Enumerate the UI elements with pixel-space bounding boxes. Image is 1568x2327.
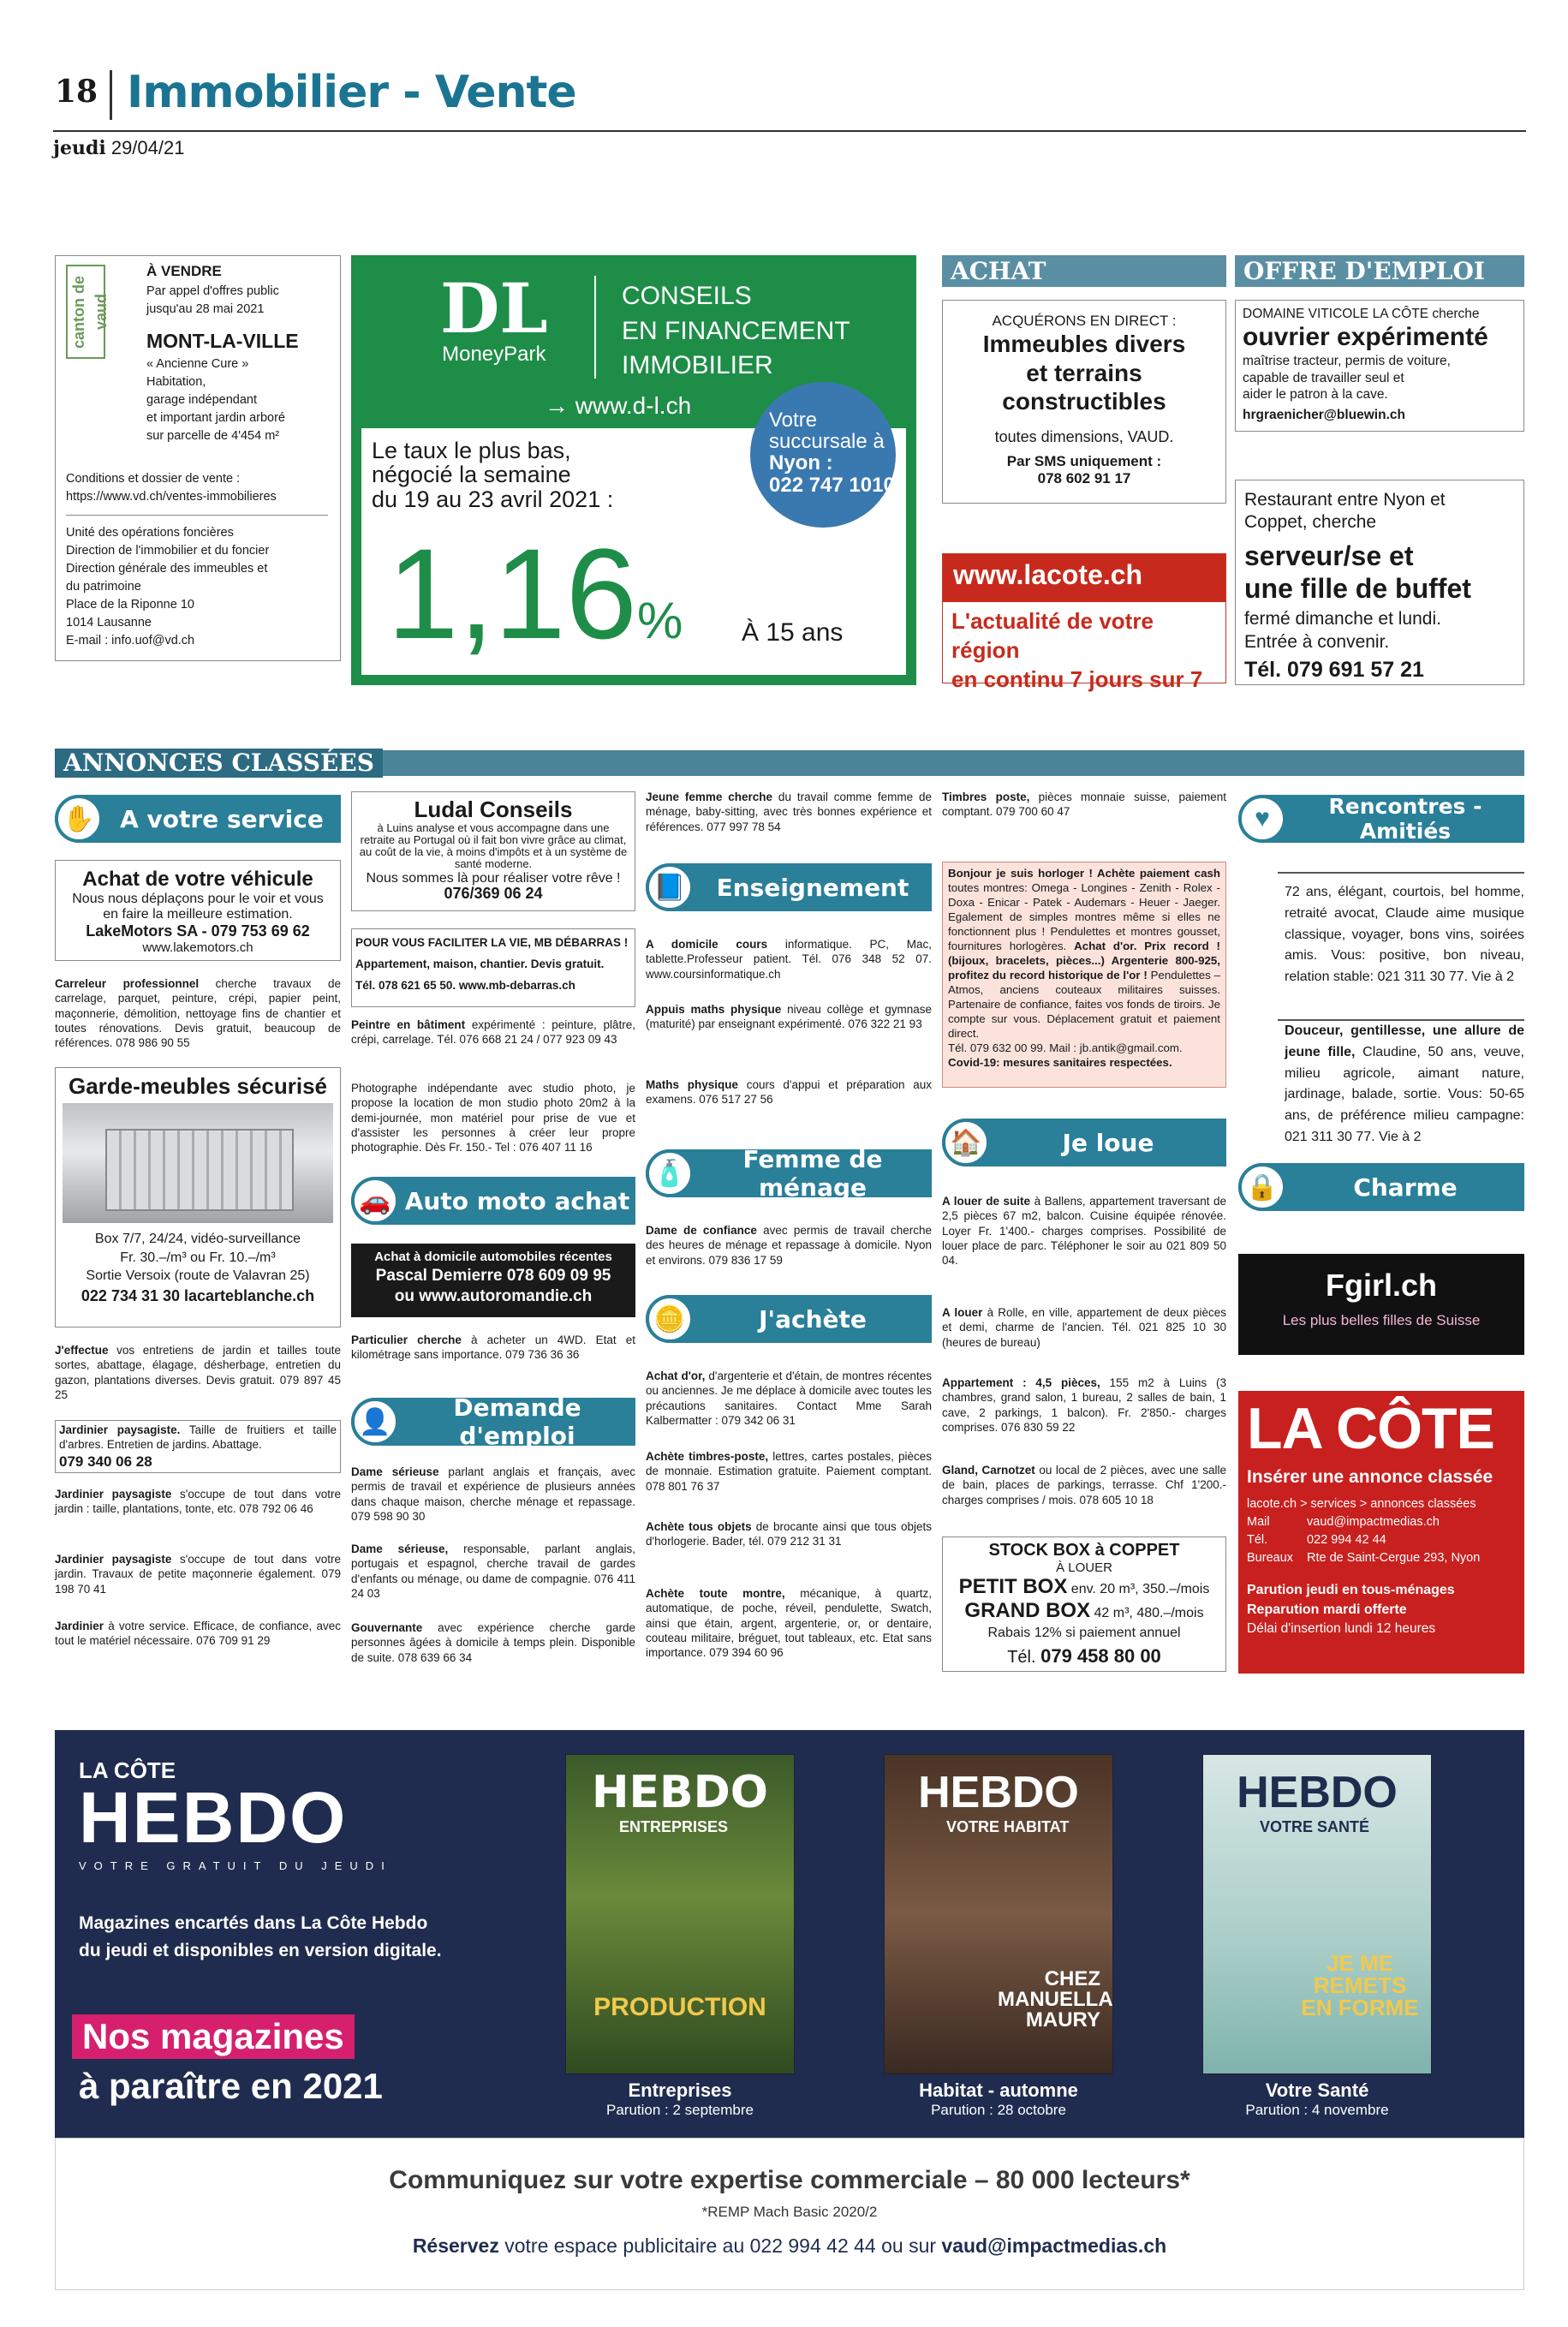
footer-email[interactable]: vaud@impactmedias.ch (941, 2235, 1167, 2257)
ad-jardin-1: J'effectue vos entretiens de jardin et tailles toute sortes, abattage, élagage, désherbage, entretien du gazon, plantations diverses. Devis gratuit. 079 897 45 25 (55, 1344, 341, 1401)
ad-peintre: Peintre en bâtiment expérimenté : peinture, plâtre, crépi, carrelage. Tél. 076 668 21 24 / 077 923 09 43 (351, 1018, 635, 1047)
ad-jardinier-2: Jardinier paysagiste s'occupe de tout dans votre jardin : taille, plantations, tonte, etc. 078 792 06 46 (55, 1488, 341, 1516)
cat-enseignement: 📘 Enseignement (646, 863, 932, 911)
ad-photographe: Photographe indépendante avec studio photo, je propose la location de mon studio photo 20m2 à la demi-journée, mon matériel pour prise de vue et d'assister les personnes à créer leur propre photographie. Dès Fr. 150.- Tel : 076 407 11 16 (351, 1082, 635, 1155)
mb-debarras-ad: POUR VOUS FACILITER LA VIE, MB DÉBARRAS ! Appartement, maison, chantier. Devis gratuit. Tél. 078 621 65 50. www.mb-debarras.ch (351, 928, 635, 1007)
ad-rencontre-2: Douceur, gentillesse, une allure de jeune fille, Claudine, 50 ans, veuve, milieu agricole, aimant nature, jardinage, balade, sortie. Vous: 50-65 ans, de préférence milieu campagne: 021 311 30 77. Vie à 2 (1285, 1023, 1524, 1144)
mag-label-sante: Votre Santé Parution : 4 novembre (1245, 2079, 1389, 2118)
house-icon: 🏠 (942, 1119, 990, 1166)
autoromandie-ad: Achat à domicile automobiles récentes Pascal Demierre 078 609 09 95 ou www.autoromandie.ch (351, 1244, 635, 1317)
person-icon: 👤 (351, 1398, 399, 1446)
vehicle-ad: Achat de votre véhicule Nous nous déplaçons pour le voir et vous en faire la meilleure estimation. LakeMotors SA - 079 753 69 62 www.lakemotors.ch (55, 860, 341, 961)
ad-cours-informatique: A domicile cours informatique. PC, Mac, tablette.Professeur patient. Tél. 076 348 52 07. www.coursinformatique.ch (646, 938, 932, 981)
storage-image (63, 1103, 333, 1223)
dl-rate: 1,16% (387, 522, 683, 665)
ad-rencontre-1: 72 ans, élégant, courtois, bel homme, retraité avocat, Claude aime musique classique, voyager, bons vins, soirées amis. Vous: positive, bon niveau, relation stable: 021 311 30 77. Vie à 2 (1285, 885, 1524, 985)
magazine-cover-habitat[interactable]: HEBDO VOTRE HABITAT CHEZ MANUELLA MAURY (884, 1754, 1113, 2074)
cat-je-loue: 🏠 Je loue (942, 1119, 1226, 1166)
emploi-header: OFFRE D'EMPLOI (1235, 255, 1524, 287)
ad-gouvernante: Gouvernante avec expérience cherche garde personnes âgées à domicile à temps plein. Disponible de suite. 078 639 66 34 (351, 1621, 635, 1664)
rencontres-rule-1 (1278, 872, 1524, 874)
horloger-ad: Bonjour je suis horloger ! Achète paiement cash toutes montres: Omega - Longines - Zenith - Rolex - Doxa - Enicar - Patek - Audemars - Heuer - Jaeger. Egalement de simples montres même si elles ne fonctionnent plus ! Pendulettes et montres gousset, fournitures horlogères. Achat d'or. Prix record ! (bijoux, bracelets, pièces...) Argenterie 800-925, profitez du record historique de l'or ! Pendulettes – Atmos, anciens couteaux militaires suisses. Partenaire de confiance, faites vos fonds de tiroirs. Je compte sur vous. Déplacement gratuit et paiement direct. Tél. 079 632 00 99. Mail : jb.antik@gmail.com. Covid-19: mesures sanitaires respectées. (942, 862, 1226, 1088)
ad-montre: Achète toute montre, mécanique, à quartz, automatique, de poche, réveil, pendulette, Swatch, ainsi que étain, argent, argenterie, or, or dentaire, couteau militaire, bréguet, tout tableaux, etc. Etat sans importance. 079 394 60 96 (646, 1587, 933, 1660)
emploi-ad-2: Restaurant entre Nyon et Coppet, cherche serveur/se et une fille de buffet fermé dimanche et lundi. Entrée à convenir. Tél. 079 691 57 21 (1235, 480, 1524, 685)
spray-icon: 🧴 (646, 1149, 694, 1197)
lacote-url[interactable]: www.lacote.ch (943, 554, 1225, 602)
header-rule (53, 130, 1526, 132)
mag-label-entreprises: Entreprises Parution : 2 septembre (606, 2079, 754, 2118)
ad-4wd: Particulier cherche à acheter un 4WD. Etat et kilométrage sans importance. 079 736 36 36 (351, 1334, 635, 1362)
ad-luins: Appartement : 4,5 pièces, 155 m2 à Luins (3 chambres, grand salon, 1 bureau, 2 salles de bain, 1 cave, 2 parkings, 1 balcon). Fr. 2'850.- charges comprises. 076 830 59 22 (942, 1376, 1226, 1434)
ludal-ad: Ludal Conseils à Luins analyse et vous accompagne dans une retraite au Portugal où il fait bon vivre grâce au climat, au coût de la vie, à moins d'impôts et à un système de santé moderne. Nous sommes là pour réaliser votre rêve ! 076/369 06 24 (351, 791, 635, 911)
achat-header: ACHAT (942, 255, 1226, 287)
fgirl-ad: Fgirl.ch Les plus belles filles de Suisse (1238, 1254, 1524, 1355)
ad-ballens: A louer de suite à Ballens, appartement traversant de 2,5 pièces 67 m2, balcon. Cuisine équipée rénovée. Loyer Fr. 1'400.- charges comprises. Possibilité de louer place de parc. Téléphoner le soir au 021 809 50 04. (942, 1195, 1226, 1268)
magazine-cover-sante[interactable]: HEBDO VOTRE SANTÉ JE ME REMETS EN FORME (1202, 1754, 1432, 2074)
ad-dame-confiance: Dame de confiance avec permis de travail cherche des heures de ménage et repassage à domicile. Nyon et environs. 079 836 17 59 (646, 1224, 932, 1267)
lacote-web-ad: www.lacote.ch L'actualité de votre région en continu 7 jours sur 7 (942, 553, 1226, 683)
book-icon: 📘 (646, 863, 694, 911)
mag-label-habitat: Habitat - automne Parution : 28 octobre (919, 2079, 1078, 2118)
dl-url[interactable]: → www.d-l.ch (545, 392, 692, 419)
ad-jeune-femme: Jeune femme cherche du travail comme femme de ménage, baby-sitting, avec très bonnes expérience et références. 077 997 78 54 (646, 791, 932, 833)
ad-jardinier-boxed: Jardinier paysagiste. Taille de fruitiers et taille d'arbres. Entretien de jardins. Abattage. 079 340 06 28 (55, 1420, 341, 1473)
vd-logo: canton de vaud (66, 265, 105, 359)
keyhole-icon: 🔒 (1238, 1163, 1286, 1211)
nos-magazines: Nos magazines (72, 2014, 355, 2059)
ad-appuis-maths: Appuis maths physique niveau collège et gymnase (maturité) par enseignant expérimenté. 076 322 21 93 (646, 1003, 932, 1031)
heart-icon: ♥ (1238, 795, 1286, 843)
footer-box: Communiquez sur votre expertise commerciale – 80 000 lecteurs* *REMP Mach Basic 2020/2 Réservez votre espace publicitaire au 022 994 42 44 ou sur vaud@impactmedias.ch (55, 2138, 1524, 2290)
section-title: Immobilier - Vente (127, 67, 576, 118)
lacote-classees-ad: LA CÔTE Insérer une annonce classée lacote.ch > services > annonces classées Mail vaud@impactmedias.ch Tél. 022 994 42 44 Bureaux Rte de Saint-Cergue 293, Nyon Parution jeudi en tous-ménages Reparution mardi offerte Délai d'insertion lundi 12 heures (1238, 1391, 1524, 1674)
ad-rolle: A louer à Rolle, en ville, appartement de deux pièces et demi, charme de l'ancien. Tél. 021 825 10 30 (heures de bureau) (942, 1306, 1226, 1349)
dl-logo: DL MoneyPark (440, 268, 548, 366)
ad-gland: Gland, Carnotzet ou local de 2 pièces, avec une salle de bain, places de parkings, terrasse. Chf 1'200.- charges comprises / mois. 078 605 10 18 (942, 1464, 1226, 1507)
dl-moneypark-ad: DL MoneyPark CONSEILS EN FINANCEMENT IMMOBILIER → www.d-l.ch Le taux le plus bas, négocié la semaine du 19 au 23 avril 2021 : 1,16% À 15 ans Votre succursale à Nyon : 022 747 1010 (351, 255, 916, 685)
header-divider (110, 70, 112, 120)
ad-carreleur: Carreleur professionnel cherche travaux de carrelage, parquet, peinture, crépi, papier peint, maçonnerie, démolition, nettoyage fins de chantier et toutes rénovations. Devis gratuit, beaucoup de références. 078 986 90 55 (55, 977, 341, 1050)
dl-nyon-circle: Votre succursale à Nyon : 022 747 1010 (750, 382, 896, 528)
fgirl-logo[interactable]: Fgirl.ch (1325, 1268, 1437, 1303)
page-date: jeudi 29/04/21 (53, 137, 185, 159)
ad-dame-serieuse-1: Dame sérieuse parlant anglais et français, avec permis de travail et expérience de plusieurs années dans chaque maison, cherche ménage et repassage. 079 598 90 30 (351, 1465, 636, 1523)
coins-icon: 🪙 (646, 1295, 694, 1343)
ad-achat-or: Achat d'or, d'argenterie et d'étain, de montres récentes ou anciennes. Je me déplace à domicile avec toutes les précautions sanitaires. Contact Mme Sarah Kalbermatter : 079 342 06 31 (646, 1369, 932, 1427)
garde-meubles-ad: Garde-meubles sécurisé Box 7/7, 24/24, vidéo-surveillance Fr. 30.–/m³ ou Fr. 10.–/m³ Sortie Versoix (route de Valavran 25) 022 734 31 30 lacarteblanche.ch (55, 1067, 341, 1328)
achat-ad: ACQUÉRONS EN DIRECT : Immeubles divers et terrains constructibles toutes dimensions, VAUD. Par SMS uniquement : 078 602 91 17 (942, 300, 1226, 504)
ad-timbres-poste: Timbres poste, pièces monnaie suisse, paiement comptant. 079 700 60 47 (942, 791, 1226, 819)
ad-timbres: Achète timbres-poste, lettres, cartes postales, pièces de monnaie. Estimation gratuite. Paiement comptant. 078 801 76 37 (646, 1450, 932, 1493)
cat-a-votre-service: ✋ A votre service (55, 795, 341, 843)
cat-femme-de-menage: 🧴 Femme de ménage (646, 1149, 932, 1197)
hand-icon: ✋ (55, 795, 103, 843)
ad-maths-physique: Maths physique cours d'appui et préparation aux examens. 076 517 27 56 (646, 1078, 932, 1107)
ad-brocante: Achète tous objets de brocante ainsi que tous objets d'horlogerie. Bader, tél. 079 212 31 31 (646, 1520, 932, 1548)
cat-auto-moto: 🚗 Auto moto achat (351, 1177, 635, 1225)
cat-rencontres: ♥ Rencontres - Amitiés (1238, 795, 1524, 843)
ad-jardinier-3: Jardinier paysagiste s'occupe de tout dans votre jardin. Travaux de petite maçonnerie également. 079 198 70 41 (55, 1553, 341, 1596)
classees-header: ANNONCES CLASSÉES (55, 749, 383, 778)
car-icon: 🚗 (351, 1177, 399, 1225)
emploi-ad-1: DOMAINE VITICOLE LA CÔTE cherche ouvrier expérimenté maîtrise tracteur, permis de voiture, capable de travailler seul et aider le patron à la cave. hrgraenicher@bluewin.ch (1235, 300, 1524, 432)
cat-charme: 🔒 Charme (1238, 1163, 1524, 1211)
stock-box-ad: STOCK BOX à COPPET À LOUER PETIT BOX env. 20 m³, 350.–/mois GRAND BOX 42 m³, 480.–/mois Rabais 12% si paiement annuel Tél. 079 458 80 00 (942, 1536, 1226, 1672)
cat-jachete: 🪙 J'achète (646, 1295, 932, 1343)
hebdo-banner: LA CÔTE HEBDO VOTRE GRATUIT DU JEUDI Magazines encartés dans La Côte Hebdo du jeudi et disponibles en version digitale. Nos magazines à paraître en 2021 (55, 1730, 1524, 2138)
ad-jardinier-4: Jardinier à votre service. Efficace, de confiance, avec tout le matériel nécessaire. 076 709 91 29 (55, 1620, 341, 1648)
ad-dame-serieuse-2: Dame sérieuse, responsable, parlant anglais, portugais et espagnol, cherche travail de gardes d'enfants ou ménage, ou dame de compagnie. 076 411 24 03 (351, 1542, 635, 1600)
cat-demande-emploi: 👤 Demande d'emploi (351, 1398, 635, 1446)
magazine-cover-entreprises[interactable]: HEBDO ENTREPRISES PRODUCTION (565, 1754, 795, 2074)
vd-sale-ad: canton de vaud À VENDRE Par appel d'offres public jusqu'au 28 mai 2021 MONT-LA-VILLE « Ancienne Cure » Habitation, garage indépendant et important jardin arboré sur parcelle de 4'454 m² Conditions et dossier de vente : https://www.vd.ch/ventes-immobilieres Unité des opérations foncières Direction de l'immobilier et du foncier Direction générale des immeubles et du patrimoine Place de la Riponne 10 1014 Lausanne E-mail : info.uof@vd.ch (55, 255, 341, 661)
page-number: 18 (55, 74, 98, 110)
